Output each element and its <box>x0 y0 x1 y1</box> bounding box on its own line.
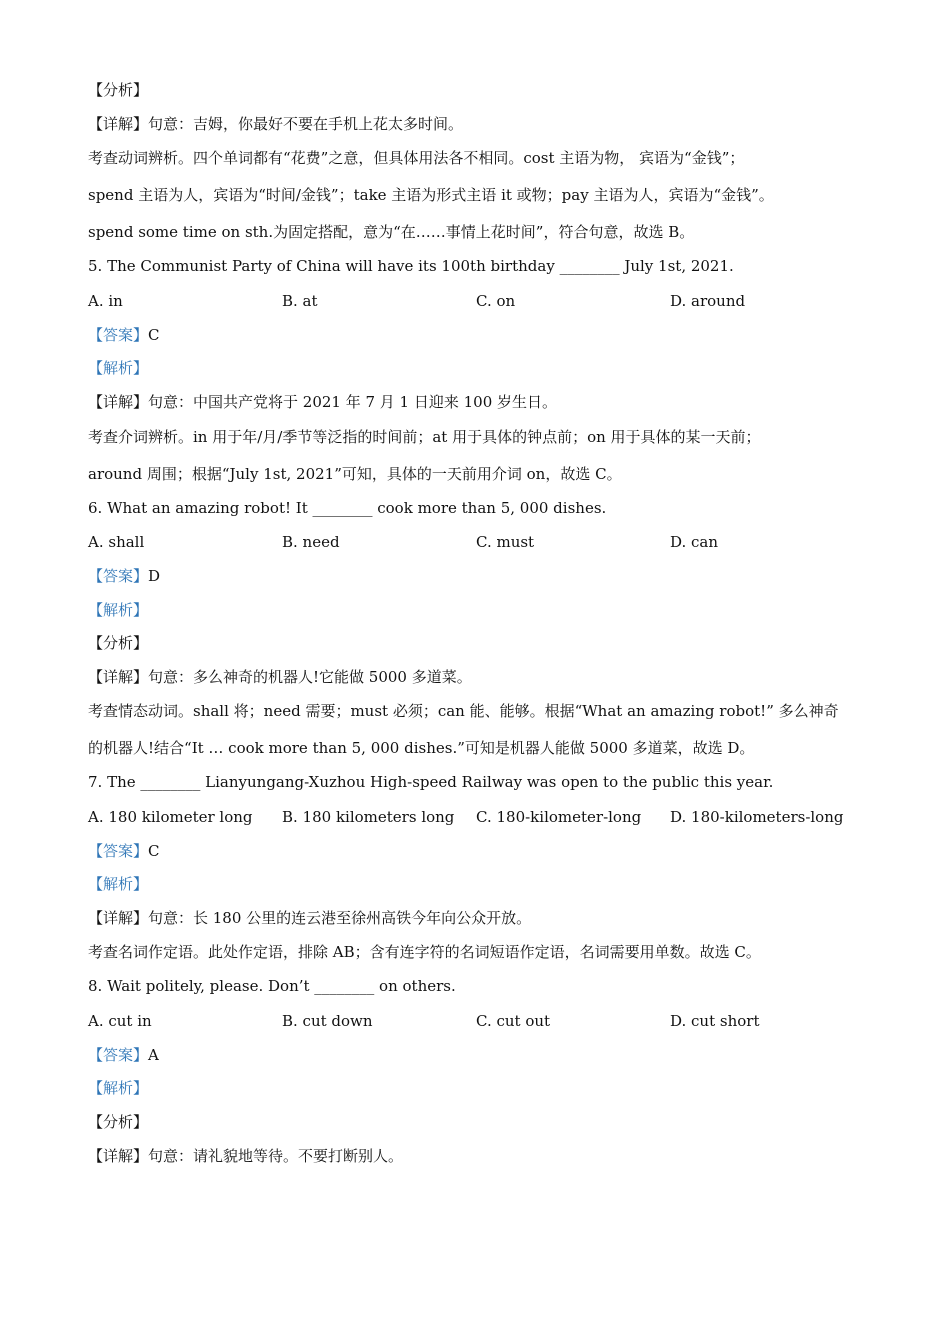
analysis-heading: 【分析】 <box>88 1113 149 1131</box>
option-b: B. cut down <box>282 1012 373 1030</box>
explanation-line: 考查名词作定语。此处作定语，排除 AB；含有连字符的名词短语作定语，名词需要用单数。故选 C。 <box>88 943 761 961</box>
option-a: A. cut in <box>88 1012 152 1030</box>
option-a: A. in <box>88 292 123 310</box>
explanation-line: spend 主语为人，宾语为“时间/金钱”；take 主语为形式主语 it 或物；pay 主语为人，宾语为“金钱”。 <box>88 186 774 204</box>
detail-text: 【详解】句意：请礼貌地等待。不要打断别人。 <box>88 1147 404 1165</box>
option-b: B. need <box>282 533 340 551</box>
option-b: B. 180 kilometers long <box>282 808 455 826</box>
option-d: D. around <box>670 292 746 310</box>
answer-tag: 【答案】 <box>88 326 149 344</box>
answer-value: D <box>148 567 161 585</box>
answer-tag: 【答案】 <box>88 842 149 860</box>
option-c: C. 180-kilometer-long <box>476 808 642 826</box>
parse-tag: 【解析】 <box>88 1079 149 1097</box>
answer-tag: 【答案】 <box>88 1046 149 1064</box>
detail-text: 【详解】句意：多么神奇的机器人!它能做 5000 多道菜。 <box>88 668 472 686</box>
option-d: D. cut short <box>670 1012 760 1030</box>
detail-text: 【详解】句意：中国共产党将于 2021 年 7 月 1 日迎来 100 岁生日。 <box>88 393 558 411</box>
option-a: A. shall <box>88 533 145 551</box>
question-8: 8. Wait politely, please. Don’t ________ on others. <box>88 977 456 995</box>
analysis-heading: 【分析】 <box>88 81 149 99</box>
answer-line <box>88 325 160 345</box>
answer-value: C <box>148 842 160 860</box>
option-a: A. 180 kilometer long <box>88 808 253 826</box>
answer-value: A <box>148 1046 159 1064</box>
analysis-heading: 【分析】 <box>88 634 149 652</box>
option-c: C. cut out <box>476 1012 551 1030</box>
parse-tag: 【解析】 <box>88 359 149 377</box>
parse-tag: 【解析】 <box>88 875 149 893</box>
option-d: D. 180-kilometers-long <box>670 808 844 826</box>
detail-text: 【详解】句意：长 180 公里的连云港至徐州高铁今年向公众开放。 <box>88 909 532 927</box>
explanation-line: around 周围；根据“July 1st, 2021”可知，具体的一天前用介词 on，故选 C。 <box>88 465 622 483</box>
explanation-line: 的机器人!结合“It … cook more than 5, 000 dishes.”可知是机器人能做 5000 多道菜，故选 D。 <box>88 739 755 757</box>
explanation-line: 考查动词辨析。四个单词都有“花费”之意，但具体用法各不相同。cost 主语为物， 宾语为“金钱”； <box>88 149 745 167</box>
answer-line <box>88 1045 159 1065</box>
option-c: C. on <box>476 292 516 310</box>
detail-text: 【详解】句意：吉姆，你最好不要在手机上花太多时间。 <box>88 115 464 133</box>
answer-tag: 【答案】 <box>88 567 149 585</box>
answer-line <box>88 566 160 586</box>
question-5: 5. The Communist Party of China will have its 100th birthday ________ July 1st, 2021. <box>88 257 734 275</box>
explanation-line: 考查介词辨析。in 用于年/月/季节等泛指的时间前；at 用于具体的钟点前；on 用于具体的某一天前； <box>88 428 761 446</box>
option-c: C. must <box>476 533 535 551</box>
option-d: D. can <box>670 533 719 551</box>
question-6: 6. What an amazing robot! It ________ cook more than 5, 000 dishes. <box>88 499 607 517</box>
answer-line <box>88 841 160 861</box>
answer-value: C <box>148 326 160 344</box>
explanation-line: 考查情态动词。shall 将；need 需要；must 必须；can 能、能够。根据“What an amazing robot!” 多么神奇 <box>88 702 839 720</box>
question-7: 7. The ________ Lianyungang-Xuzhou High-speed Railway was open to the public this year. <box>88 773 774 791</box>
option-b: B. at <box>282 292 318 310</box>
parse-tag: 【解析】 <box>88 601 149 619</box>
explanation-line: spend some time on sth.为固定搭配，意为“在……事情上花时间”，符合句意，故选 B。 <box>88 223 695 241</box>
